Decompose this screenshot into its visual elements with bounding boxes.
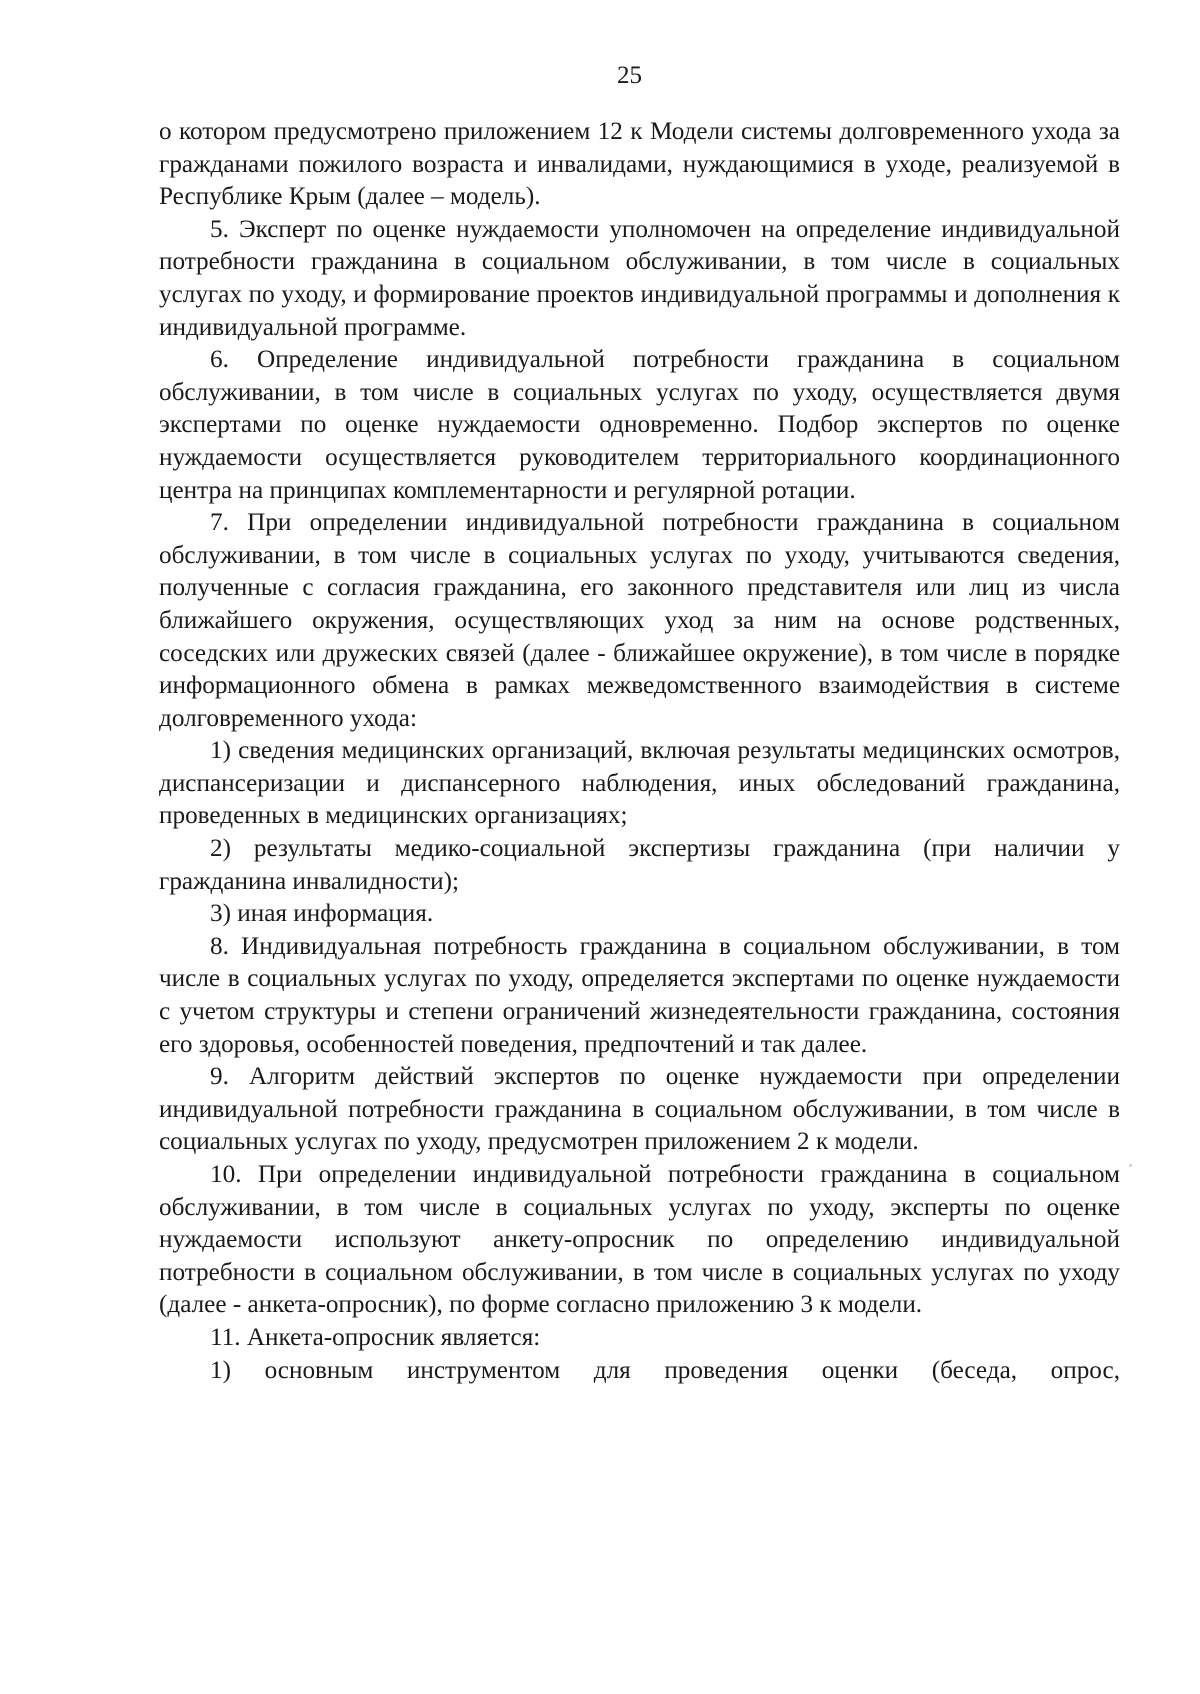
list-item-2: 2) результаты медико-социальной экспертизы гражданина (при наличии у гражданина инвалидности); xyxy=(159,835,1120,895)
paragraph-6: 6. Определение индивидуальной потребности гражданина в социальном обслуживании, в том числе в социальных услугах по уходу, осуществляется двумя экспертами по оценке нуждаемости одновременно. Подбор экспертов по оценке нуждаемости осуществляется руководителем территориального координационного центра на принципах комплементарности и регулярной ротации. xyxy=(159,346,1120,504)
paragraph-5: 5. Эксперт по оценке нуждаемости уполномочен на определение индивидуальной потребности гражданина в социальном обслуживании, в том числе в социальных услугах по уходу, и формирование проектов индивидуальной программы и дополнения к индивидуальной программе. xyxy=(159,215,1120,341)
list-item-11-1: 1) основным инструментом для проведения оценки (беседа, опрос, xyxy=(210,1356,1120,1384)
paragraph-7: 7. При определении индивидуальной потребности гражданина в социальном обслуживании, в том числе в социальных услугах по уходу, учитываются сведения, полученные с согласия гражданина, его законного представителя или лиц из числа ближайшего окружения, осуществляющих уход за ним на основе родственных, соседских или дружеских связей (далее - ближайшее окружение), в том числе в порядке информационного обмена в рамках межведомственного взаимодействия в системе долговременного ухода: xyxy=(159,509,1120,732)
paragraph-8: 8. Индивидуальная потребность гражданина в социальном обслуживании, в том числе в социальных услугах по уходу, определяется экспертами по оценке нуждаемости с учетом структуры и степени ограничений жизнедеятельности гражданина, состояния его здоровья, особенностей поведения, предпочтений и так далее. xyxy=(159,932,1120,1058)
scan-speck xyxy=(1129,1164,1132,1167)
list-item-3: 3) иная информация. xyxy=(210,900,434,928)
paragraph-11: 11. Анкета-опросник является: xyxy=(210,1323,541,1351)
paragraph-9: 9. Алгоритм действий экспертов по оценке нуждаемости при определении индивидуальной потребности гражданина в социальном обслуживании, в том числе в социальных услугах по уходу, предусмотрен приложением 2 к модели. xyxy=(159,1063,1120,1156)
document-body xyxy=(159,116,1120,1387)
paragraph-continuation: о котором предусмотрено приложением 12 к Модели системы долговременного ухода за гражданами пожилого возраста и инвалидами, нуждающимися в уходе, реализуемой в Республике Крым (далее – модель). xyxy=(159,118,1120,211)
page-number: 25 xyxy=(617,62,642,89)
paragraph-10: 10. При определении индивидуальной потребности гражданина в социальном обслуживании, в том числе в социальных услугах по уходу, эксперты по оценке нуждаемости используют анкету-опросник по определению индивидуальной потребности в социальном обслуживании, в том числе в социальных услугах по уходу (далее - анкета-опросник), по форме согласно приложению 3 к модели. xyxy=(159,1161,1120,1319)
list-item-1: 1) сведения медицинских организаций, включая результаты медицинских осмотров, диспансеризации и диспансерного наблюдения, иных обследований гражданина, проведенных в медицинских организациях; xyxy=(159,737,1120,830)
